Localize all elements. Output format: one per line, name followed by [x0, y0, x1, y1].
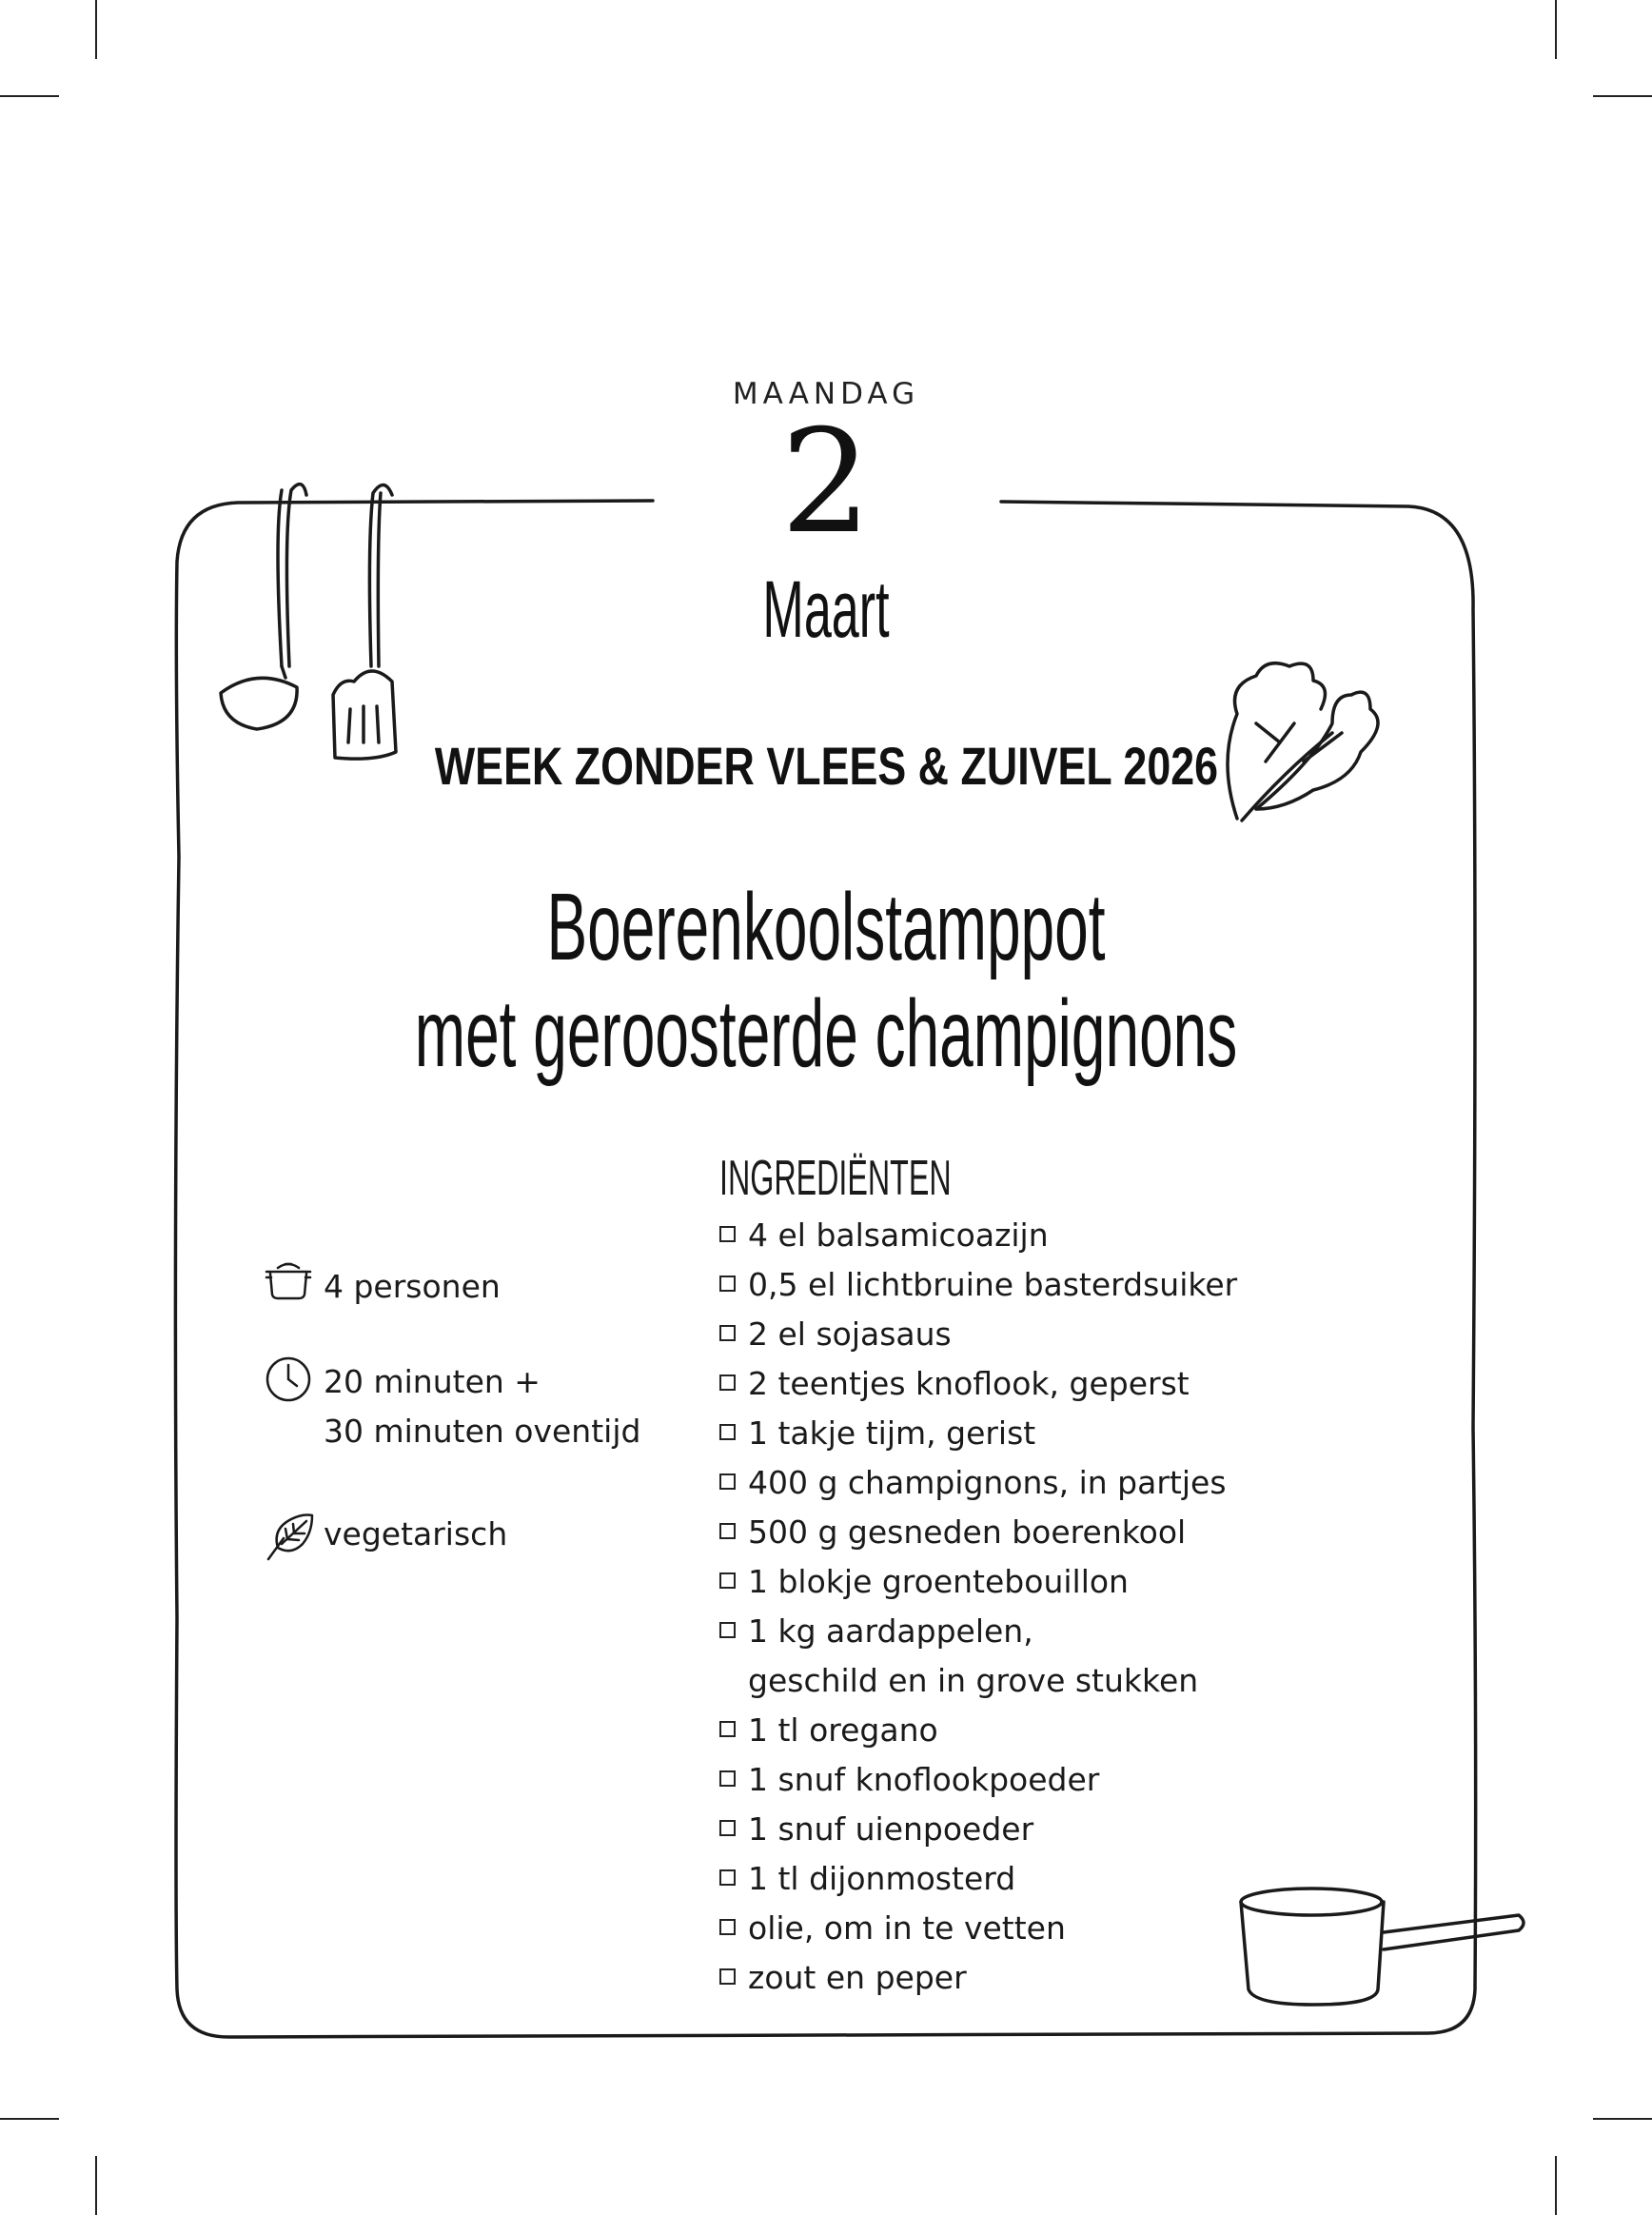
diet: [324, 1510, 507, 1559]
event-title: WEEK ZONDER VLEES & ZUIVEL 2026: [434, 736, 1218, 796]
ingredient-item: 1 takje tijm, gerist: [719, 1409, 1237, 1458]
ingredient-item: 1 kg aardappelen,: [719, 1607, 1237, 1656]
ingredients-heading: INGREDIËNTEN: [719, 1151, 952, 1206]
saucepan-icon: [1241, 1889, 1524, 2005]
weekday-label: MAANDAG: [732, 377, 920, 411]
ingredient-item: 2 teentjes knoflook, geperst: [719, 1359, 1237, 1409]
ingredient-item: 400 g champignons, in partjes: [719, 1458, 1237, 1508]
ingredient-item-continuation: geschild en in grove stukken: [748, 1662, 1199, 1699]
recipe-title-line: Boerenkoolstamppot: [546, 874, 1106, 980]
prep-time-line: 30 minuten oventijd: [324, 1413, 641, 1450]
ingredient-item: 1 snuf uienpoeder: [719, 1805, 1237, 1854]
ingredient-item: olie, om in te vetten: [719, 1904, 1237, 1953]
ingredient-item: 1 snuf knoflookpoeder: [719, 1755, 1237, 1805]
ingredient-item: 500 g gesneden boerenkool: [719, 1508, 1237, 1557]
ingredient-item: 1 tl oregano: [719, 1706, 1237, 1755]
ingredient-item: 0,5 el lichtbruine basterdsuiker: [719, 1260, 1237, 1310]
recipe-title: [0, 874, 1652, 1087]
clock-icon: [265, 1355, 312, 1403]
ingredient-item: 1 blokje groentebouillon: [719, 1557, 1237, 1607]
day-number: 2: [780, 400, 872, 565]
ingredient-item: zout en peper: [719, 1953, 1237, 2003]
servings-text: 4 personen: [324, 1268, 501, 1305]
diet-text: vegetarisch: [324, 1515, 508, 1552]
pot-icon: [265, 1258, 312, 1300]
month-label: Maart: [762, 564, 890, 654]
ingredients-list: [719, 1211, 1237, 2003]
ingredient-item: 1 tl dijonmosterd: [719, 1854, 1237, 1904]
prep-time-line: 20 minuten +: [324, 1363, 541, 1400]
servings: [324, 1262, 501, 1312]
leaf-icon: [265, 1510, 316, 1563]
ingredient-item: 4 el balsamicoazijn: [719, 1211, 1237, 1260]
ingredient-item: 2 el sojasaus: [719, 1310, 1237, 1359]
prep-time: [324, 1357, 640, 1456]
recipe-title-line: met geroosterde champignons: [414, 980, 1238, 1087]
